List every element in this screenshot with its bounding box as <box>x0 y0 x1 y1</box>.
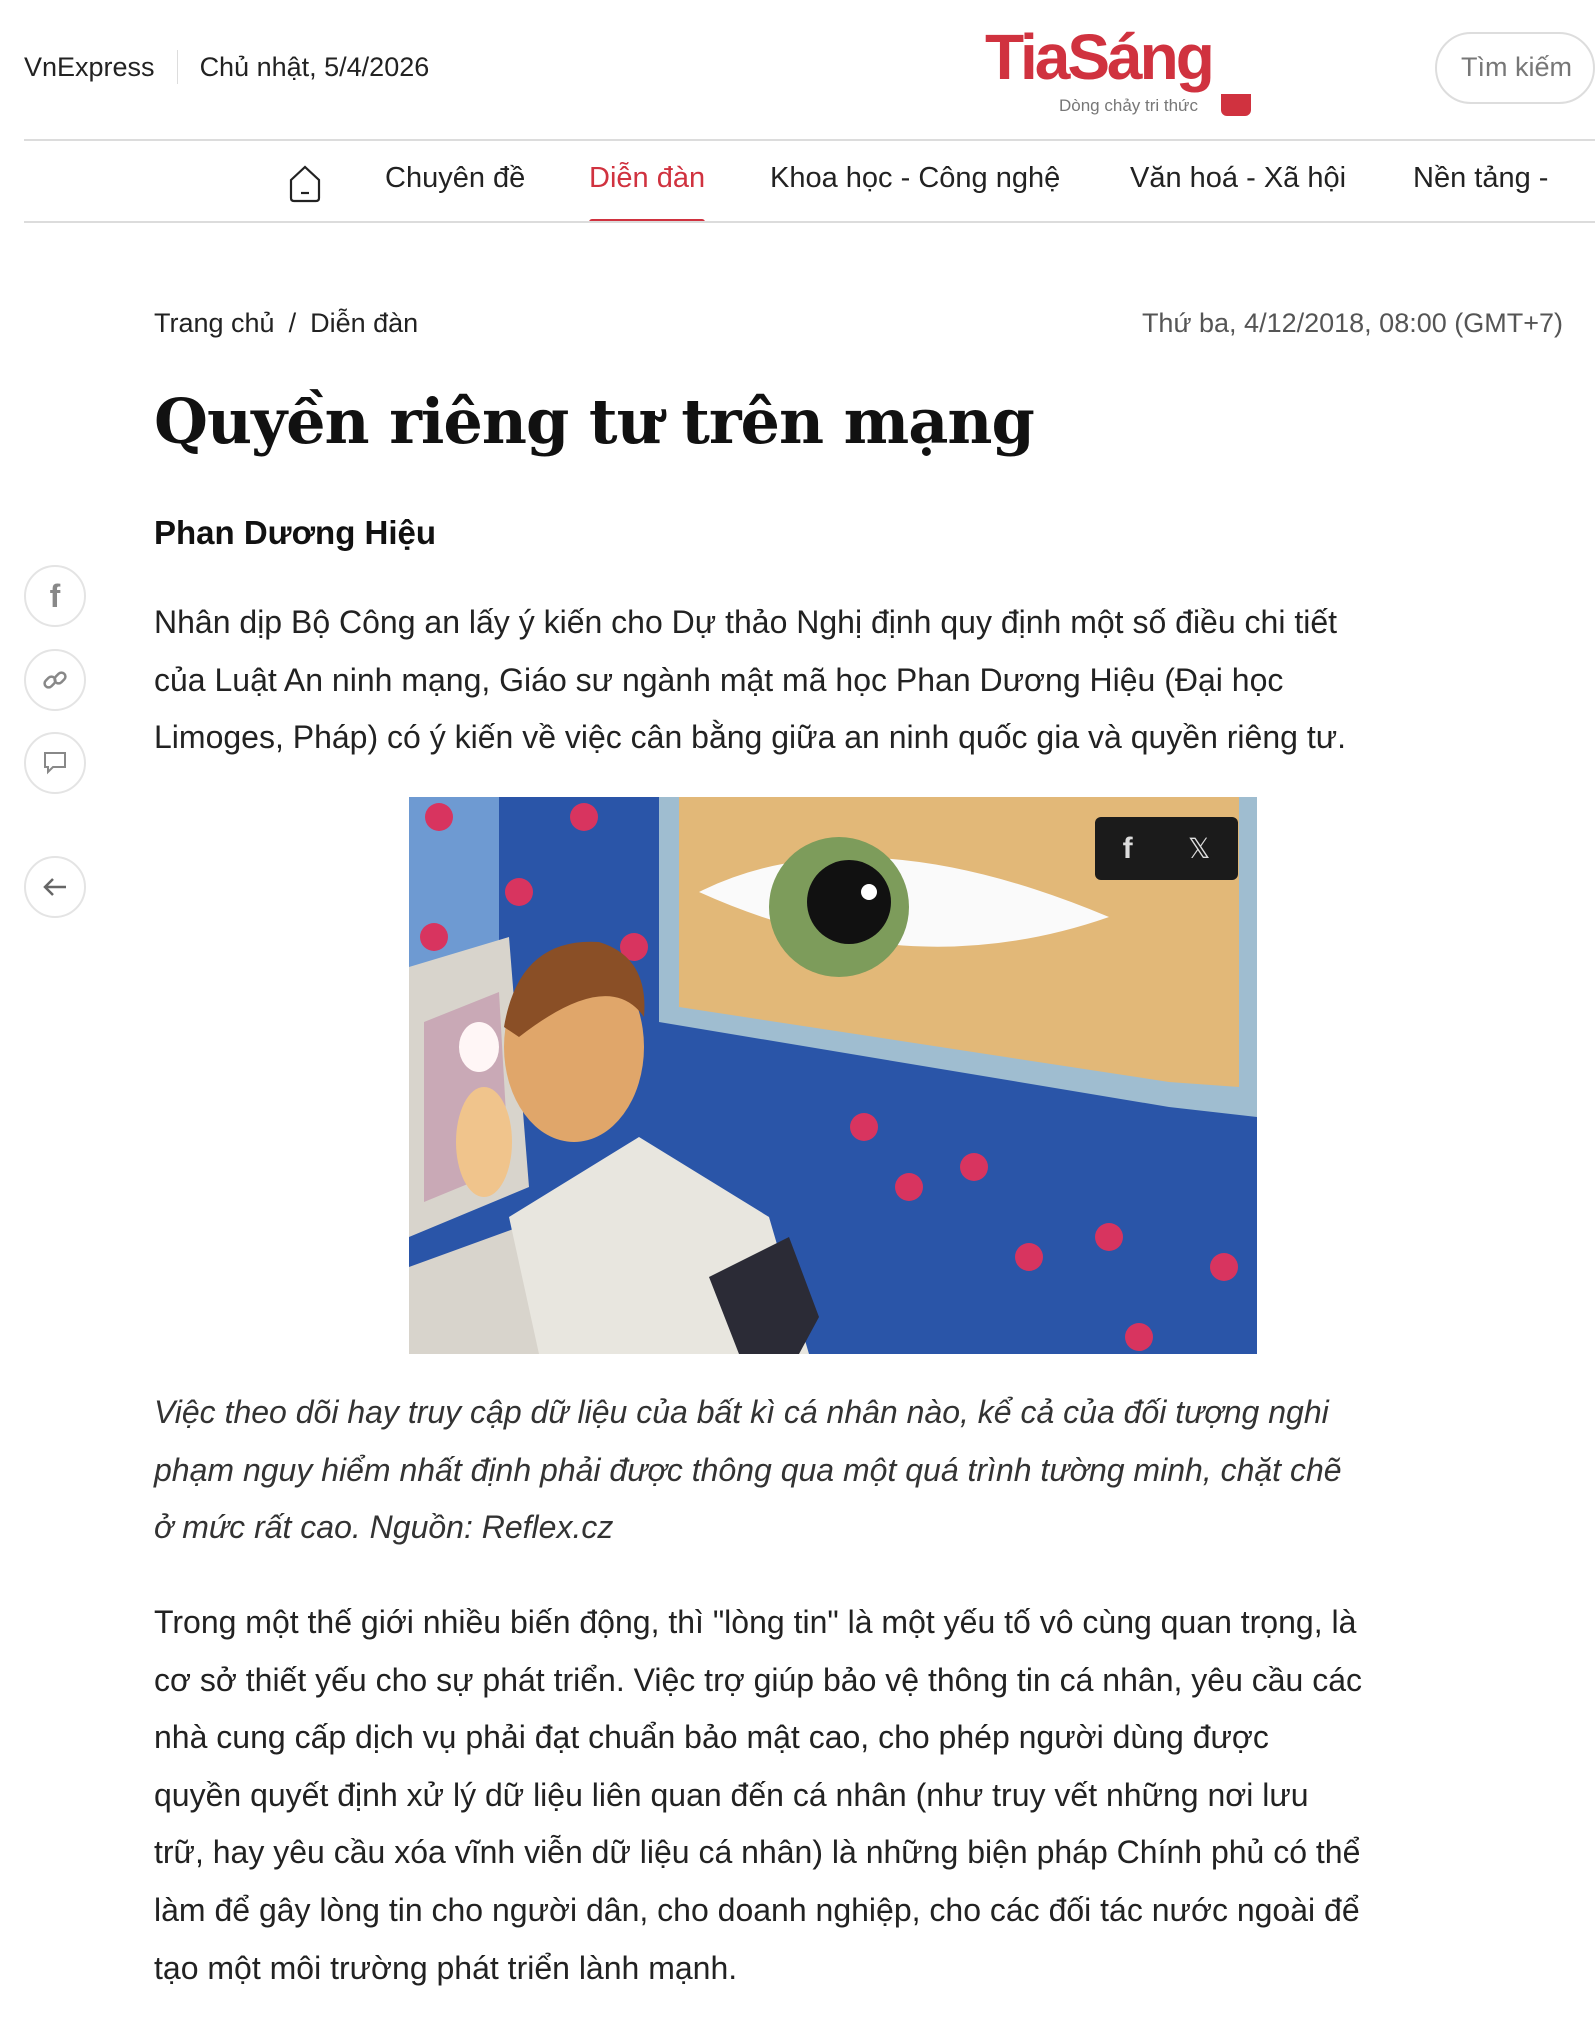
article-author: Phan Dương Hiệu <box>154 514 437 551</box>
article-title: Quyền riêng tư trên mạng <box>154 385 1034 458</box>
nav-item-nen-tang[interactable]: Nền tảng - <box>1413 162 1549 194</box>
image-share-overlay <box>1095 817 1238 880</box>
article-body <box>154 1594 1546 1997</box>
comment-button[interactable] <box>24 732 86 794</box>
facebook-share-button[interactable] <box>24 565 86 627</box>
body-line: tạo một môi trường phát triển lành mạnh. <box>154 1949 738 1986</box>
article-lede <box>154 594 1546 767</box>
x-twitter-icon[interactable]: 𝕏 <box>1187 833 1211 864</box>
nav-item-khoa-hoc-cong-nghe[interactable]: Khoa học - Công nghệ <box>770 162 1061 194</box>
publish-date: Thứ ba, 4/12/2018, 08:00 (GMT+7) <box>1141 308 1563 338</box>
top-bar-left <box>24 50 429 84</box>
body-line: làm để gây lòng tin cho người dân, cho doanh nghiệp, cho các đối tác nước ngoài để <box>154 1891 1360 1928</box>
nav-item-dien-dan[interactable]: Diễn đàn <box>589 162 705 221</box>
facebook-icon: f <box>49 577 61 614</box>
breadcrumb-current[interactable]: Diễn đàn <box>310 308 419 338</box>
logo-bar <box>1221 94 1251 116</box>
caption-line: phạm nguy hiểm nhất định phải được thông qua một quá trình tường minh, chặt chẽ <box>154 1451 1342 1488</box>
image-caption <box>154 1384 1546 1557</box>
nav-item-chuyen-de[interactable]: Chuyên đề <box>385 162 526 194</box>
facebook-icon[interactable]: f <box>1122 831 1133 865</box>
body-line: trữ, hay yêu cầu xóa vĩnh viễn dữ liệu cá nhân) là những biện pháp Chính phủ có thể <box>154 1834 1361 1871</box>
lede-line: Limoges, Pháp) có ý kiến về việc cân bằng giữa an ninh quốc gia và quyền riêng tư. <box>154 719 1347 756</box>
current-date: Chủ nhật, 5/4/2026 <box>199 51 430 82</box>
search-input[interactable]: Tìm kiếm <box>1435 32 1595 104</box>
logo-text: TiaSáng <box>985 21 1212 93</box>
main-nav <box>0 140 1549 221</box>
divider <box>177 50 178 84</box>
breadcrumb-separator: / <box>288 308 297 338</box>
breadcrumb <box>154 308 418 339</box>
comment-icon <box>41 749 69 777</box>
body-line: quyền quyết định xử lý dữ liệu liên quan đến cá nhân (như truy vết những nơi lưu <box>154 1776 1309 1813</box>
lede-line: Nhân dịp Bộ Công an lấy ý kiến cho Dự thảo Nghị định quy định một số điều chi tiết <box>154 604 1338 640</box>
logo-tagline: Dòng chảy tri thức <box>1059 96 1198 115</box>
breadcrumb-home[interactable]: Trang chủ <box>154 308 275 338</box>
tiasang-logo[interactable] <box>985 21 1265 120</box>
vnexpress-link[interactable]: VnExpress <box>24 51 155 82</box>
body-line: cơ sở thiết yếu cho sự phát triển. Việc trợ giúp bảo vệ thông tin cá nhân, yêu cầu các <box>154 1661 1363 1698</box>
arrow-left-icon <box>40 872 70 902</box>
body-line: nhà cung cấp dịch vụ phải đạt chuẩn bảo mật cao, cho phép người dùng được <box>154 1719 1269 1756</box>
caption-line: ở mức rất cao. Nguồn: Reflex.cz <box>154 1509 614 1546</box>
back-button[interactable] <box>24 856 86 918</box>
body-line: Trong một thế giới nhiều biến động, thì "lòng tin" là một yếu tố vô cùng quan trọng, là <box>154 1604 1357 1640</box>
home-icon[interactable] <box>288 164 322 204</box>
caption-line: Việc theo dõi hay truy cập dữ liệu của bất kì cá nhân nào, kể cả của đối tượng nghi <box>154 1394 1329 1430</box>
copy-link-button[interactable] <box>24 649 86 711</box>
article-image[interactable] <box>409 797 1257 1354</box>
divider <box>24 221 1595 223</box>
lede-line: của Luật An ninh mạng, Giáo sư ngành mật mã học Phan Dương Hiệu (Đại học <box>154 661 1284 698</box>
nav-item-van-hoa-xa-hoi[interactable]: Văn hoá - Xã hội <box>1130 162 1347 194</box>
link-icon <box>40 665 70 695</box>
